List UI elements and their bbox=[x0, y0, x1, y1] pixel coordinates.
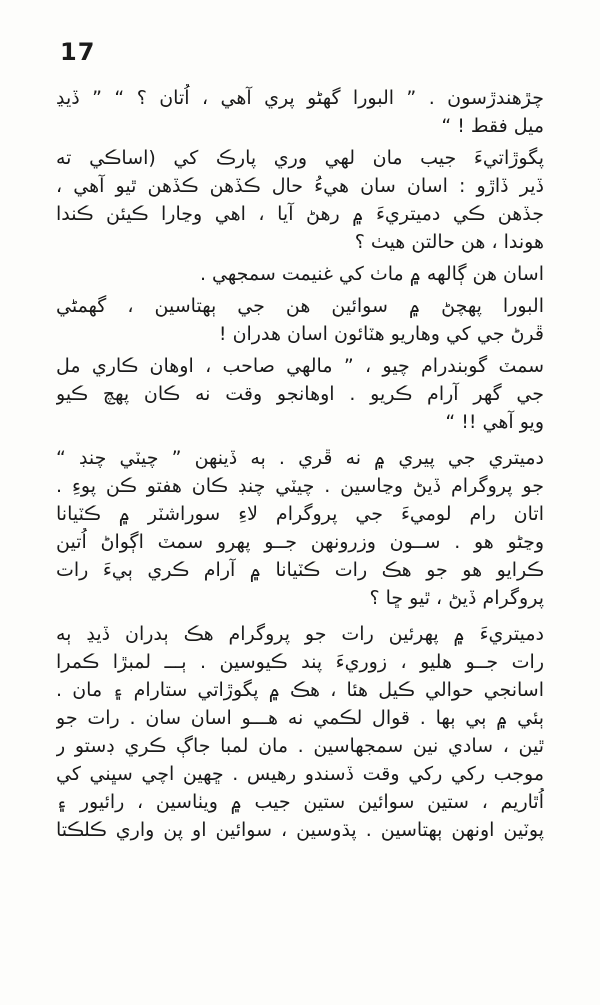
text-line: هوندا ، هن حالتن هيٺ ؟ bbox=[354, 231, 544, 253]
text-line: ٻئي ۾ ٻي ٻها . قوال لڪمي نه هـــو اسان سان . رات جو bbox=[56, 707, 544, 729]
text-line: جڏهن ڪي دميتريءَ ۾ رهڻ آيا ، اهي وڃارا ڪيئن ڪندا bbox=[56, 203, 544, 225]
text-line: پگوڙاتيءَ جيب مان لهي وري پارڪ کي (اساڪي ته bbox=[56, 147, 544, 169]
text-line: اسان هن ڳالهه ۾ ماٺ کي غنيمت سمجهي . bbox=[199, 263, 544, 285]
paragraph bbox=[56, 84, 544, 140]
paragraph bbox=[56, 144, 544, 256]
text-line: ڪرايو هو جو هڪ رات ڪٽيانا ۾ آرام ڪري ٻيءَ رات bbox=[56, 559, 544, 581]
page-text bbox=[56, 84, 544, 844]
text-line: البورا پهچڻ ۾ سوائين هن جي ٻهتاسين ، گهمڻي bbox=[56, 295, 544, 317]
text-line: اتان رام لوميءَ جي پروگرام لاءِ سوراشٽر ۾ ڪٽيانا bbox=[56, 503, 544, 525]
text-line: پوٽين اونهن ٻهتاسين . پڌوسين ، سوائين او پن واري ڪلڪتا bbox=[56, 819, 544, 841]
paragraph bbox=[56, 292, 544, 348]
text-line: ميل فقط ! “ bbox=[441, 115, 544, 137]
text-line: سمٽ گوبندرام چيو ، ” مالهي صاحب ، اوهان ڪاري مل bbox=[56, 355, 544, 377]
text-line: وڃڻو هو . ســون وزرونهن جــو پهرو سمٽ اڳواڻ اُتين bbox=[56, 531, 544, 553]
paragraph bbox=[56, 444, 544, 612]
text-line: اسانجي حوالي ڪيل هئا ، هڪ ۾ پگوڙاتي ستارام ۽ مان . bbox=[56, 679, 544, 701]
text-line: موجب رکي رکي وقت ڏسندو رهيس . ڇهين اچي سڀني کي bbox=[56, 763, 544, 785]
paragraph bbox=[56, 352, 544, 436]
paragraph bbox=[56, 260, 544, 288]
text-line: رات جــو هليو ، زوريءَ پند ڪيوسين . ٻـــ لمبڙا ڪمرا bbox=[56, 651, 544, 673]
text-line: ڏير ڏاڙو : اسان سان هيءُ حال ڪڏهن ڪڏهن ٿيو آهي ، bbox=[56, 175, 544, 197]
text-line: ڦرڻ جي کي وهاريو هٽائون اسان هدران ! bbox=[218, 323, 544, 345]
paragraph bbox=[56, 620, 544, 844]
text-line: اُٿاريم ، ستين سوائين ستين جيب ۾ ويٺاسين ، رائيور ۽ bbox=[56, 791, 544, 813]
text-line: دميتريءَ ۾ پهرئين رات جو پروگرام هڪ ٻدران ڏيڍ ٻه bbox=[56, 623, 544, 645]
text-line: جو پروگرام ڏيڻ وڃاسين . چيٽي چنڊ ڪان هفتو ڪن پوءِ . bbox=[56, 475, 544, 497]
text-line: پروگرام ڏيڻ ، ٿيو ڇا ؟ bbox=[369, 587, 544, 609]
text-line: جي گهر آرام ڪريو . اوهانجو وقت نه ڪان پهچ ڪيو bbox=[56, 383, 544, 405]
text-line: ويو آهي !! “ bbox=[445, 411, 544, 433]
text-line: چڙهندڙسون . ” البورا گهڻو پري آهي ، اُتان ؟ “ ” ڏيڍ bbox=[56, 87, 544, 109]
page-number: 17 bbox=[60, 38, 96, 66]
text-line: دميتري جي پيري ۾ نه ڦري . ٻه ڏينهن ” چيٽي چنڊ “ bbox=[56, 447, 544, 469]
text-line: ٿين ، سادي نين سمجهاسين . مان لمبا جاڳ ڪري ڊستو ر bbox=[56, 735, 544, 757]
